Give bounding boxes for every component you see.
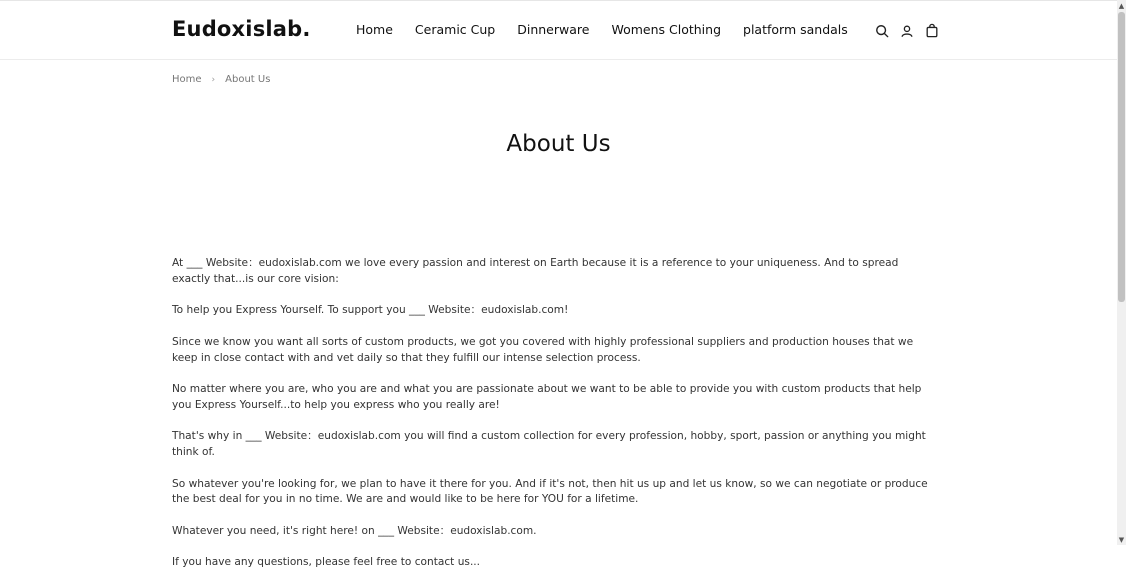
paragraph: To help you Express Yourself. To support you ___ Website：eudoxislab.com! [172,304,569,317]
paragraph: That's why in ___ Website：eudoxislab.com you will find a custom collection for every profession, hobby, sport, passion or anything you might think of. [172,430,926,459]
nav-home[interactable]: Home [356,22,393,37]
site-header [0,0,1117,60]
shopping-bag-icon[interactable] [925,23,941,39]
scrollbar[interactable] [1117,0,1126,545]
breadcrumb-current: About Us [225,74,271,85]
paragraph: At ___ Website：eudoxislab.com we love every passion and interest on Earth because it is a reference to your uniqueness. And to spread exactly that...is our core vision: [172,257,899,285]
page-title: About Us [506,131,611,157]
nav-ceramic-cup[interactable]: Ceramic Cup [414,22,496,37]
about-content [172,256,930,587]
scroll-up-icon[interactable]: ▲ [1118,2,1125,10]
paragraph: If you have any questions, please feel free to contact us... [172,556,481,569]
site-logo[interactable]: Eudoxislab. [172,17,311,41]
paragraph: So whatever you're looking for, we plan to have it there for you. And if it's not, then hit us up and let us know, so we can negotiate or produce the best deal for you in no time. We are and would like to be here for YOU for a lifetime. [172,477,928,506]
scroll-thumb[interactable] [1118,12,1125,302]
breadcrumb [172,74,270,85]
scroll-down-icon[interactable]: ▼ [1118,536,1125,544]
paragraph: Whatever you need, it's right here! on ___ Website：eudoxislab.com. [172,524,537,537]
main-nav [356,22,870,37]
header-icons [875,23,941,39]
user-icon[interactable] [900,23,916,39]
chevron-right-icon: › [211,74,216,85]
paragraph: Since we know you want all sorts of custom products, we got you covered with highly professional suppliers and production houses that we keep in close contact with and vet daily so that they fulfill our intense selection process. [172,335,914,364]
nav-womens-clothing[interactable]: Womens Clothing [611,22,722,37]
breadcrumb-home[interactable]: Home [172,74,202,85]
nav-dinnerware[interactable]: Dinnerware [517,22,590,37]
search-icon[interactable] [875,23,891,39]
nav-platform-sandals[interactable]: platform sandals [743,22,848,37]
paragraph: No matter where you are, who you are and what you are passionate about we want to be able to provide you with custom products that help you Express Yourself...to help you express who you really are! [172,383,922,411]
